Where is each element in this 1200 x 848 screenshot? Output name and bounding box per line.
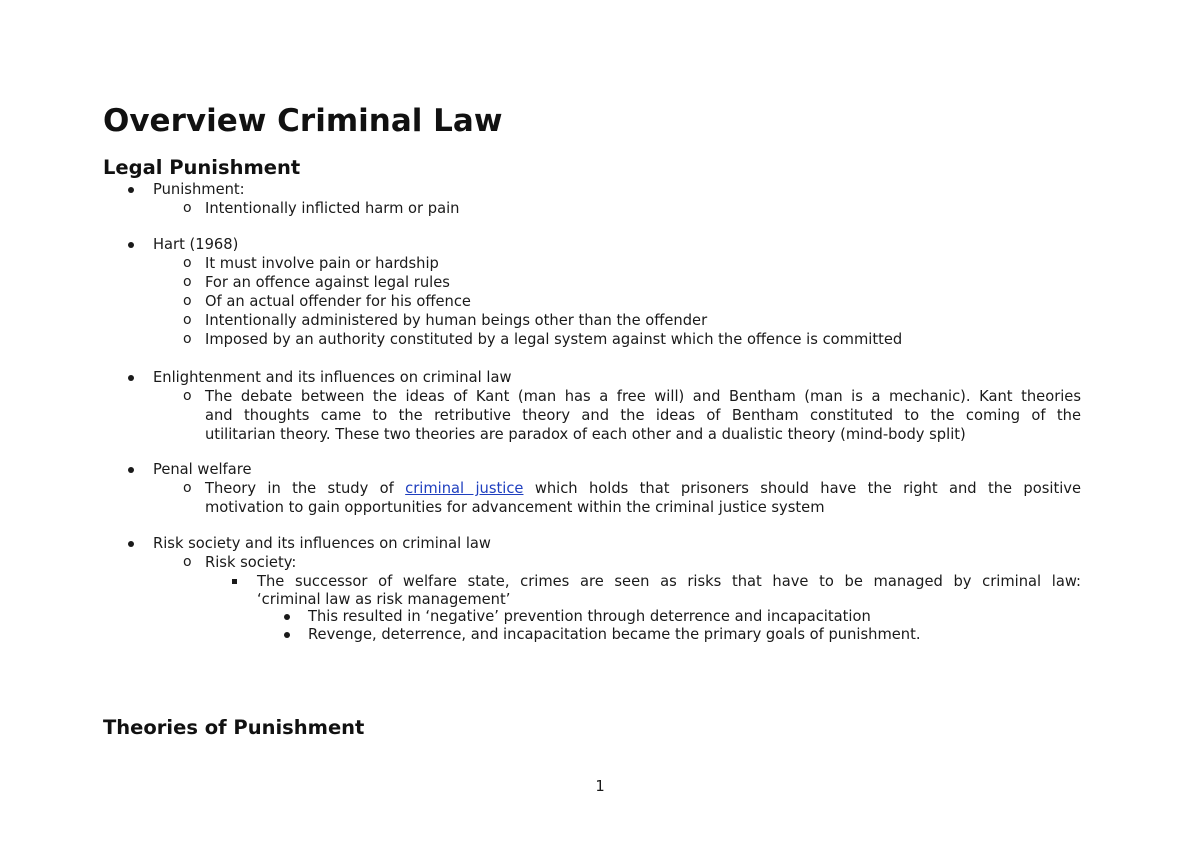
paragraph-line: motivation to gain opportunities for advancement within the criminal justice system: [205, 499, 825, 516]
paragraph-line: The successor of welfare state, crimes are seen as risks that have to be managed by criminal law:: [257, 573, 1081, 590]
paragraph-line: [205, 479, 1081, 498]
sub-item: Revenge, deterrence, and incapacitation became the primary goals of punishment.: [308, 626, 921, 643]
sub-item: Intentionally administered by human beings other than the offender: [205, 312, 708, 329]
list-item-risk-society: Risk society and its influences on criminal law: [153, 535, 491, 552]
bullet-icon: [284, 614, 290, 620]
criminal-justice-link[interactable]: criminal justice: [405, 480, 524, 497]
list-item-penal-welfare: Penal welfare: [153, 461, 252, 478]
sub-bullet-icon: o: [183, 554, 192, 570]
paragraph-line: and thoughts came to the retributive theory and the ideas of Bentham constituted to the coming of the: [205, 407, 1081, 424]
sub-bullet-icon: o: [183, 312, 192, 328]
paragraph-line: The debate between the ideas of Kant (man has a free will) and Bentham (man is a mechanic). Kant theories: [205, 388, 1081, 405]
paragraph-text: which holds that prisoners should have the right and the positive: [534, 480, 1082, 497]
section-heading-legal-punishment: Legal Punishment: [103, 156, 301, 179]
sub-item: It must involve pain or hardship: [205, 255, 439, 272]
sub-item: Risk society:: [205, 554, 297, 571]
list-item-hart: Hart (1968): [153, 236, 239, 253]
page-number: 1: [595, 778, 605, 795]
sub-bullet-icon: o: [183, 255, 192, 271]
paragraph-line: utilitarian theory. These two theories are paradox of each other and a dualistic theory (mind-body split): [205, 426, 966, 443]
bullet-icon: [128, 541, 134, 547]
paragraph-text: Theory in the study of: [205, 480, 394, 497]
sub-bullet-icon: o: [183, 480, 192, 496]
sub-bullet-icon: o: [183, 274, 192, 290]
bullet-icon: [128, 375, 134, 381]
paragraph-line: ‘criminal law as risk management’: [257, 591, 511, 608]
section-heading-theories-of-punishment: Theories of Punishment: [103, 716, 365, 739]
list-item-punishment: Punishment:: [153, 181, 245, 198]
sub-bullet-icon: o: [183, 200, 192, 216]
bullet-icon: [284, 632, 290, 638]
sub-item: This resulted in ‘negative’ prevention through deterrence and incapacitation: [308, 608, 871, 625]
bullet-icon: [128, 467, 134, 473]
sub-bullet-icon: o: [183, 293, 192, 309]
sub-item: Of an actual offender for his offence: [205, 293, 471, 310]
bullet-icon: [128, 242, 134, 248]
list-item-enlightenment: Enlightenment and its influences on criminal law: [153, 369, 512, 386]
sub-item: For an offence against legal rules: [205, 274, 450, 291]
square-bullet-icon: [232, 579, 237, 584]
sub-item: Imposed by an authority constituted by a legal system against which the offence is committed: [205, 331, 903, 348]
sub-bullet-icon: o: [183, 331, 192, 347]
sub-item: Intentionally inflicted harm or pain: [205, 200, 460, 217]
sub-bullet-icon: o: [183, 388, 192, 404]
bullet-icon: [128, 187, 134, 193]
document-title: Overview Criminal Law: [103, 103, 503, 139]
